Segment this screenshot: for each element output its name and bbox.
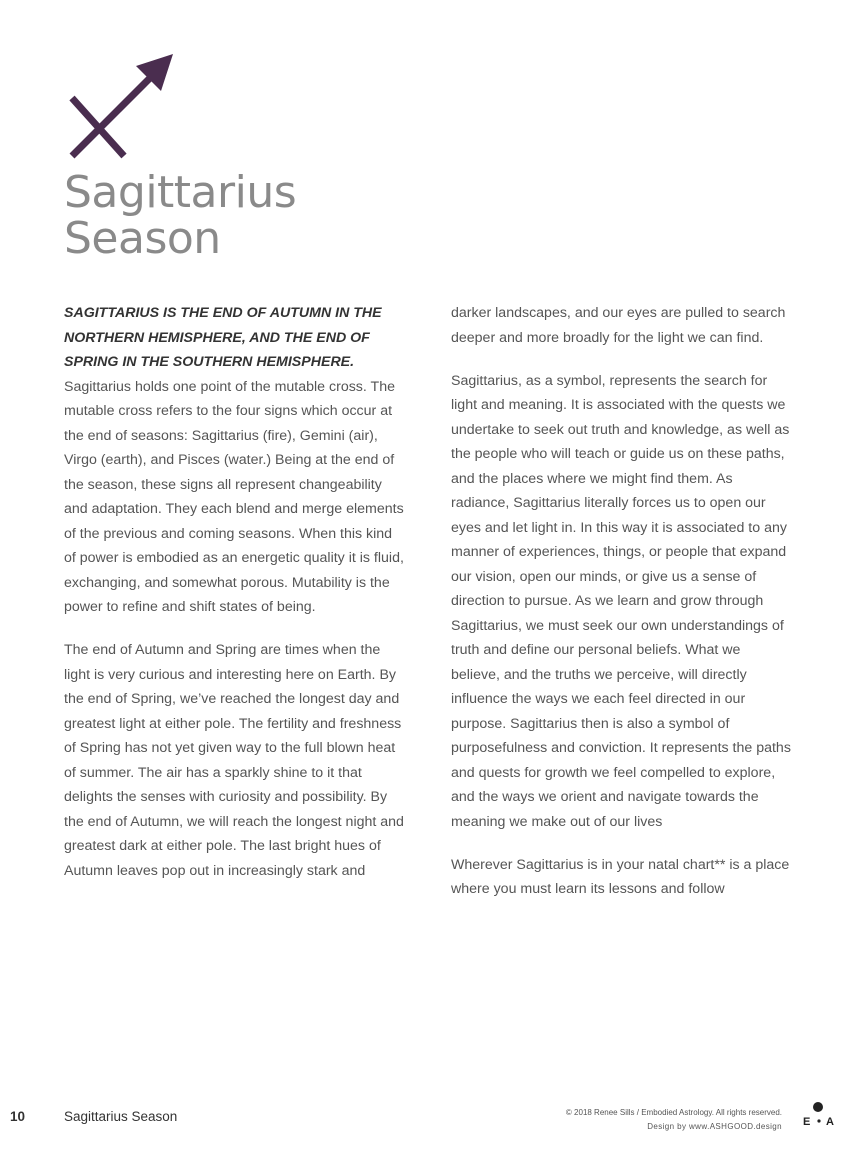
right-column bbox=[451, 301, 791, 920]
design-credit: Design by www.ASHGOOD.design bbox=[647, 1122, 782, 1131]
footer-section-title: Sagittarius Season bbox=[64, 1109, 178, 1124]
right-paragraph-1: darker landscapes, and our eyes are pulled to search deeper and more broadly for the light we can find. bbox=[451, 305, 786, 346]
left-column bbox=[64, 301, 404, 902]
title-line-2: Season bbox=[64, 213, 221, 264]
lead-statement: SAGITTARIUS IS THE END OF AUTUMN IN THE NORTHERN HEMISPHERE, AND THE END OF SPRING IN THE SOUTHERN HEMISPHERE. bbox=[64, 305, 382, 370]
ea-moon-sun-logo-icon bbox=[800, 1100, 840, 1142]
logo-letter-e: E bbox=[803, 1116, 811, 1128]
left-paragraph-1 bbox=[64, 301, 404, 620]
right-paragraph-2: Sagittarius, as a symbol, represents the search for light and meaning. It is associated with the quests we undertake to seek out truth and knowledge, as well as the people who will teach or guide us on these paths, and the places where we might find them. As radiance, Sagittarius literally forces us to open our eyes and let light in. In this way it is associated to any manner of experiences, things, or people that expand our vision, open our minds, or give us a sense of direction to pursue. As we learn and grow through Sagittarius, we must seek our own understandings of truth and define our personal beliefs. What we believe, and the truths we perceive, will directly influence the ways we each feel directed in our purpose. Sagittarius then is also a symbol of purposefulness and conviction. It represents the paths and quests for growth we feel compelled to explore, and the ways we orient and navigate towards the meaning we make out of our lives bbox=[451, 372, 791, 830]
left-paragraph-2: The end of Autumn and Spring are times when the light is very curious and interesting here on Earth. By the end of Spring, we’ve reached the longest day and greatest light at either pole. The fertility and freshness of Spring has not yet given way to the full blown heat of summer. The air has a sparkly shine to it that delights the senses with curiosity and possibility. By the end of Autumn, we will reach the longest night and greatest dark at either pole. The last bright hues of Autumn leaves pop out in increasingly stark and bbox=[64, 642, 404, 879]
right-paragraph-3: Wherever Sagittarius is in your natal chart** is a place where you must learn its lessons and follow bbox=[451, 856, 790, 897]
sagittarius-arrow-icon bbox=[62, 48, 180, 164]
page-title bbox=[64, 167, 297, 264]
title-line-1: Sagittarius bbox=[64, 167, 297, 218]
copyright-text: © 2018 Renee Sills / Embodied Astrology. All rights reserved. bbox=[565, 1108, 782, 1117]
left-paragraph-1-text: Sagittarius holds one point of the mutable cross. The mutable cross refers to the four signs which occur at the end of seasons: Sagittarius (fire), Gemini (air), Virgo (earth), and Pisces (water.) Being at the end of the season, these signs all represent changeability and adaptation. They each blend and merge elements of the previous and coming seasons. When this kind of power is embodied as an energetic quality it is fluid, exchanging, and somewhat porous. Mutability is the power to refine and shift states of being. bbox=[64, 378, 404, 615]
page-number: 10 bbox=[10, 1109, 26, 1124]
credits bbox=[566, 1106, 782, 1134]
logo-letter-a: A bbox=[826, 1116, 834, 1128]
